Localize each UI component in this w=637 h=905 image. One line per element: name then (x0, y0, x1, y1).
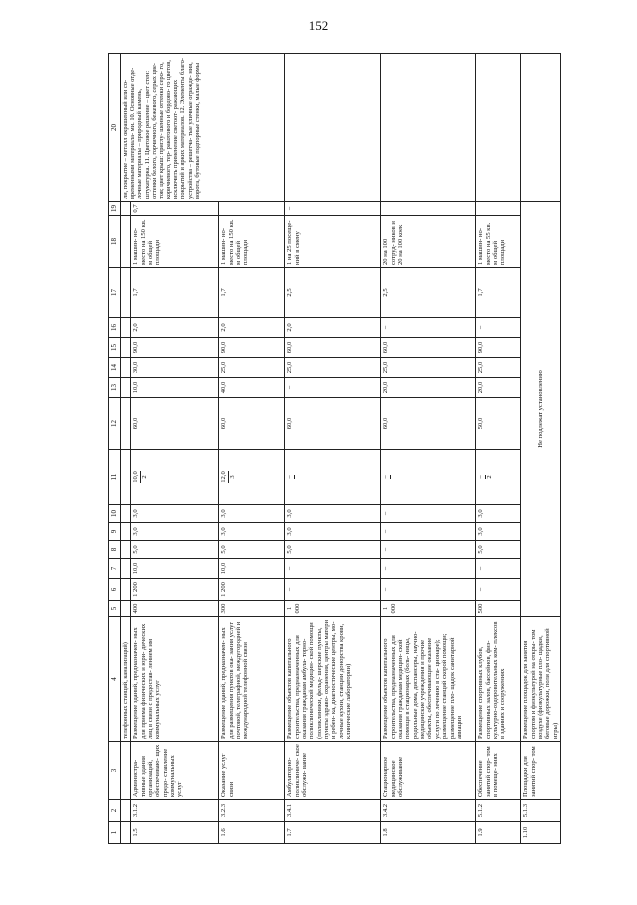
header-cell: 9 (109, 523, 121, 541)
cell-c12: 60,0 (131, 398, 219, 450)
cell-c17: 1,7 (476, 268, 521, 318)
rotated-table-area (108, 54, 559, 844)
cell-c2: 3.4.1 (285, 800, 381, 822)
cell-c11 (381, 450, 476, 505)
cell-c12: 60,0 (285, 398, 381, 450)
cell-c14: 25,0 (219, 358, 285, 378)
cell-c8: 5,0 (476, 541, 521, 559)
header-cell: 19 (109, 202, 121, 216)
fraction (286, 475, 294, 478)
cell-c10: 3,0 (476, 505, 521, 523)
table-row (476, 54, 521, 844)
table-row (285, 54, 381, 844)
cell-c20 (285, 54, 381, 202)
fraction-top: – (382, 475, 390, 479)
cell-c17: 2,5 (381, 268, 476, 318)
cell-c15: 60,0 (285, 338, 381, 358)
cell-c12: 60,0 (219, 398, 285, 450)
cell-c7: – (381, 559, 476, 579)
header-cell: 20 (109, 54, 121, 202)
cell-c5: 1 000 (381, 601, 476, 617)
header-cell: 18 (109, 216, 121, 268)
cell-c18: 1 машин- но-место на 55 кв. м общей площади (476, 216, 521, 268)
page-number: 152 (308, 18, 329, 33)
continued-text: телефонных станций, канализаций) (121, 617, 131, 742)
cell-merged: Не подлежат установлению (521, 202, 561, 617)
cell-c13: – (285, 378, 381, 398)
cell-c3: Стационарное медицинское обслуживание (381, 742, 476, 800)
cell-c19 (476, 202, 521, 216)
cell-c13: 20,0 (381, 378, 476, 398)
cell-c18: 1 машин- но-место на 150 кв. м общей площади (219, 216, 285, 268)
table-row (381, 54, 476, 844)
fraction-top: 10,0 (132, 471, 140, 483)
fraction-bottom: 2 (485, 475, 493, 479)
fraction-bottom: 3 (228, 475, 236, 479)
cell-c20 (521, 54, 561, 202)
cell-c10: 3,0 (219, 505, 285, 523)
fraction (220, 471, 236, 483)
fraction-top: 12,0 (220, 471, 228, 483)
header-cell: 2 (109, 800, 121, 822)
cell-c19: 0,7 (131, 202, 219, 216)
table-row (521, 54, 561, 844)
header-cell: 12 (109, 398, 121, 450)
cell-c14: 25,0 (285, 358, 381, 378)
cell-c5: 500 (476, 601, 521, 617)
cell-c3: Площадки для занятий спор- том (521, 742, 561, 800)
cell-c6: – (285, 579, 381, 601)
cell-c2: 3.1.2 (131, 800, 219, 822)
cell-c19: – (285, 202, 381, 216)
cell-c4: Размещение объектов капитального строительства, предназначенных для оказания гражданам медицин- ской помощи в стационарах (боль- ницы, родильные дома, диспансеры, научно-медицинские учреждения и прочие объекты, обеспечивающие оказание услуги по лечению в ста- ционаре); размещение станций скорой помощи; размещение пло- щадок санитарной авиации (381, 617, 476, 742)
header-cell: 4 (109, 617, 121, 742)
cell-c20 (381, 54, 476, 202)
cell-c7: – (476, 559, 521, 579)
cell-c10: – (381, 505, 476, 523)
cell-c9: 3,0 (476, 523, 521, 541)
cell-c12: 60,0 (381, 398, 476, 450)
cell-c19 (219, 202, 285, 216)
cell-c4: Размещение объектов капитального строительства, предназначенных для оказания гражданам амбула- торно-поликлинической медицин- ской помощи (поликлиники, фельд- шерские пункты, пункты здраво- охранения, центры матери и ребен- ка, диагностические центры, мо- лочные кухни, станции донорства крови, клинические лаборатории) (285, 617, 381, 742)
fraction (132, 471, 148, 483)
cell-c4: Размещение спортивных клубов, спортивных залов, бассейнов, физ- культурно-оздоровительных ком- плексов в зданиях и сооружениях (476, 617, 521, 742)
cell-c11 (285, 450, 381, 505)
cell-c1: 1.9 (476, 822, 521, 844)
fraction (477, 475, 493, 478)
cell-c4: Размещение зданий, предназначен- ных для размещения пунктов ока- зания услуг почтовой, телеграфной, междугородней и международной телефонной связи (219, 617, 285, 742)
cell-c17: 1,7 (219, 268, 285, 318)
cell-c8: 5,0 (219, 541, 285, 559)
header-cell: 17 (109, 268, 121, 318)
architectural-requirements: ли, покрытие – металл окрашенный или со- временными материала- ми. 10. Основные отде- лочные материалы – природный камень, штукатурка. 11. Цветовое решение – цвет стен: оттенки белого, горчичного, бежевого, серых цве- тов; цвет крыш: приглу- шенные оттенки серо- го, коричневого, тер- ракотового и бордово- го цветов, исключить применение светоот- ражающих покрытий и ярких материалов. 12. Элементы благо- устройства – решетча- тые уличные ограждe- ния, ворота, бутовые подпорные стенки, малые формы (121, 54, 285, 202)
cell-c16: – (381, 318, 476, 338)
cell-c4: Размещение площадок для занятия спортом и физкультурой на откры- том воздухе (физкультурные пло- щадки, беговые дорожки, поля для спортивной игры) (521, 617, 561, 742)
cell-c8: – (381, 541, 476, 559)
cell-c16: 2,0 (131, 318, 219, 338)
cell-c18: 1 на 25 посеще- ний в смену (285, 216, 381, 268)
cell-c2: 3.2.3 (219, 800, 285, 822)
fraction-bottom: 2 (140, 475, 148, 479)
cell-c10: 3,0 (131, 505, 219, 523)
cell-c2: 3.4.2 (381, 800, 476, 822)
cell-c9: 3,0 (131, 523, 219, 541)
header-cell: 14 (109, 358, 121, 378)
header-cell: 6 (109, 579, 121, 601)
continuation-row (121, 54, 131, 844)
header-cell: 13 (109, 378, 121, 398)
cell-c12: 50,0 (476, 398, 521, 450)
cell-c14: 30,0 (131, 358, 219, 378)
header-cell: 3 (109, 742, 121, 800)
cell-c7: 10,0 (131, 559, 219, 579)
cell-c6: – (381, 579, 476, 601)
cell-c2: 5.1.2 (476, 800, 521, 822)
cell-c3: Администра- тивные здания организаций, обеспечиваю- щих предо- ставление коммунальных услуг (131, 742, 219, 800)
cell-c16: 2,0 (219, 318, 285, 338)
cell-c3: Оказание услуг связи (219, 742, 285, 800)
cell-c7: 10,0 (219, 559, 285, 579)
header-row (109, 54, 121, 844)
cell-c9: 3,0 (219, 523, 285, 541)
fraction-top: – (477, 475, 485, 479)
cell-c1: 1.6 (219, 822, 285, 844)
cell-c11 (131, 450, 219, 505)
cell-c9: 3,0 (285, 523, 381, 541)
cell-c16: 2,0 (285, 318, 381, 338)
cell-c15: 90,0 (476, 338, 521, 358)
cell-c4: Размещение зданий, предназначен- ных для приема физических и юри- дических лиц в связи с предостав- лением им коммунальных услуг (131, 617, 219, 742)
cell-c1: 1.8 (381, 822, 476, 844)
cell-c5: 1 000 (285, 601, 381, 617)
cell-c1: 1.7 (285, 822, 381, 844)
cell-c7: – (285, 559, 381, 579)
fraction (382, 475, 390, 478)
cell-c8: 5,0 (131, 541, 219, 559)
cell-c11 (219, 450, 285, 505)
fraction-top: – (286, 475, 294, 479)
cell-c17: 1,7 (131, 268, 219, 318)
cell-c6: 1 200 (219, 579, 285, 601)
cell-c17: 2,5 (285, 268, 381, 318)
header-cell: 11 (109, 450, 121, 505)
cell-c8: 5,0 (285, 541, 381, 559)
cell-c20 (476, 54, 521, 202)
cell-c14: 25,0 (476, 358, 521, 378)
cell-c13: 10,0 (131, 378, 219, 398)
cell-c14: 25,0 (381, 358, 476, 378)
header-cell: 1 (109, 822, 121, 844)
cell-c15: 90,0 (219, 338, 285, 358)
header-cell: 16 (109, 318, 121, 338)
regulation-table (108, 53, 561, 844)
cell-c9: – (381, 523, 476, 541)
cell-c6: – (476, 579, 521, 601)
cell-c13: 40,0 (219, 378, 285, 398)
cell-c10: 3,0 (285, 505, 381, 523)
cell-c5: 400 (131, 601, 219, 617)
cell-c11 (476, 450, 521, 505)
cell-c16: – (476, 318, 521, 338)
header-cell: 10 (109, 505, 121, 523)
cell-c15: 60,0 (381, 338, 476, 358)
header-cell: 7 (109, 559, 121, 579)
cell-c18: 20 на 100 сотруд- ников и 20 на 100 коек (381, 216, 476, 268)
table-rotator (108, 54, 559, 844)
cell-c15: 90,0 (131, 338, 219, 358)
cell-c1: 1.10 (521, 822, 561, 844)
cell-c1: 1.5 (131, 822, 219, 844)
cell-c5: 300 (219, 601, 285, 617)
cell-c2: 5.1.3 (521, 800, 561, 822)
cell-c13: 20,0 (476, 378, 521, 398)
cell-c6: 1 200 (131, 579, 219, 601)
cell-c19 (381, 202, 476, 216)
header-cell: 15 (109, 338, 121, 358)
header-cell: 8 (109, 541, 121, 559)
cell-c3: Обеспечение занятий спор- том в помеще- ниях (476, 742, 521, 800)
cell-c3: Амбулаторно- поликлиниче- ское обслужи- вание (285, 742, 381, 800)
header-cell: 5 (109, 601, 121, 617)
cell-c18: 1 машин- но-место на 150 кв. м общей площади (131, 216, 219, 268)
